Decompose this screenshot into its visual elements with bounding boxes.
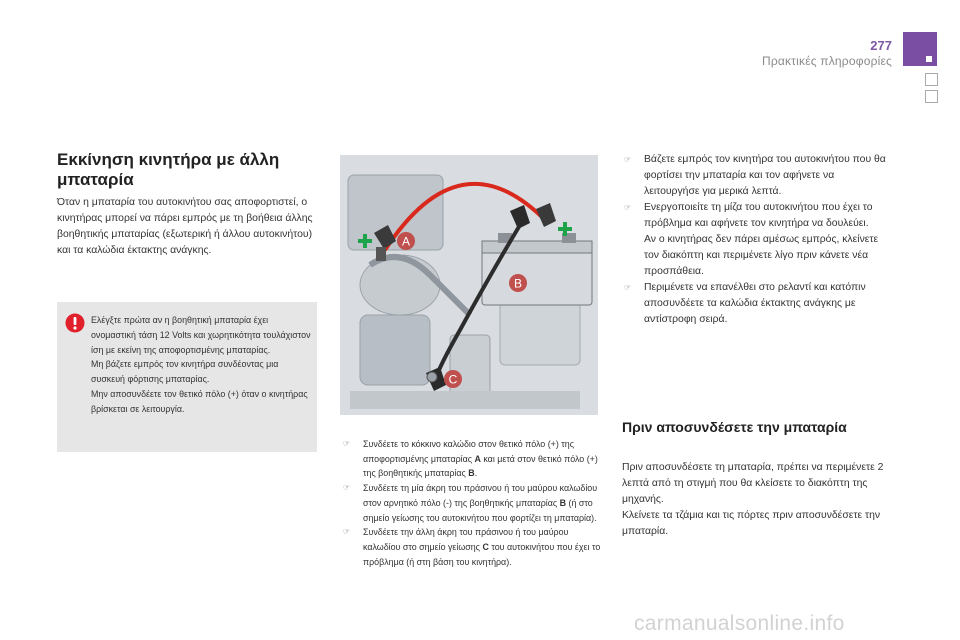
watermark: carmanualsonline.info bbox=[634, 612, 845, 635]
marker-b bbox=[509, 274, 527, 292]
connection-steps bbox=[341, 437, 603, 569]
warning-line: Ελέγξτε πρώτα αν η βοηθητική μπαταρία έχει ονομαστική τάση 12 Volts και χωρητικότητα τουλάχιστον ίση με εκείνη της αποφορτισμένης μπαταρίας. bbox=[91, 315, 311, 355]
marker-a bbox=[397, 232, 415, 250]
step-item: ☞ Ενεργοποιείτε τη μίζα του αυτοκινήτου που έχει το πρόβλημα και αφήνετε τον κινητήρα να δουλεύει. Αν ο κινητήρας δεν πάρει αμέσως εμπρός, κλείνετε τον διακόπτη και περιμένετε λίγο πριν κάνετε νέα προσπάθεια. bbox=[624, 202, 879, 277]
page-number: 277 bbox=[870, 38, 892, 53]
step-item: ☞ Συνδέετε το κόκκινο καλώδιο στον θετικό πόλο (+) της αποφορτισμένης μπαταρίας A και μετά στον θετικό πόλο (+) της βοηθητικής μπαταρίας B. bbox=[343, 439, 598, 479]
helper-battery-icon bbox=[482, 233, 592, 305]
subsection-text: Πριν αποσυνδέσετε τη μπαταρία, πρέπει να περιμένετε 2 λεπτά από τη στιγμή που θα κλείσετε το διακόπτη της μηχανής. Κλείνετε τα τζάμια και τις πόρτες πριν αποσυνδέσετε την μπαταρία. bbox=[622, 462, 884, 537]
jump-start-illustration bbox=[340, 155, 598, 415]
engine-bay-drawing bbox=[340, 155, 598, 415]
page-title: Εκκίνηση κινητήρα με άλλη μπαταρία bbox=[57, 150, 280, 189]
bullet-icon: ☞ bbox=[624, 155, 632, 164]
chapter-tab-empty[interactable] bbox=[925, 90, 938, 103]
step-item: ☞ Βάζετε εμπρός τον κινητήρα του αυτοκινήτου που θα φορτίσει την μπαταρία και τον αφήνετε να λειτουργήσε για μερικά λεπτά. bbox=[624, 154, 886, 197]
warning-icon bbox=[65, 313, 85, 333]
step-item: ☞ Περιμένετε να επανέλθει στο ρελαντί και κατόπιν αποσυνδέετε τα καλώδια έκτακτης ανάγκης με αντίστροφη σειρά. bbox=[624, 282, 866, 325]
warning-line: Μην αποσυνδέετε τον θετικό πόλο (+) όταν ο κινητήρας βρίσκεται σε λειτουργία. bbox=[91, 388, 308, 414]
marker-c bbox=[444, 370, 462, 388]
chapter-tab-marker-icon bbox=[926, 56, 932, 62]
bullet-icon: ☞ bbox=[343, 439, 351, 448]
marker-b-label: B bbox=[513, 276, 523, 291]
warning-text bbox=[91, 313, 313, 417]
subsection-title: Πριν αποσυνδέσετε την μπαταρία bbox=[622, 419, 847, 435]
step-item: ☞ Συνδέετε την άλλη άκρη του πράσινου ή του μαύρου καλωδίου στο σημείο γείωσης C του αυτοκινήτου που έχει το πρόβλημα (ή στη βάση του κινητήρα). bbox=[343, 527, 601, 567]
start-steps bbox=[622, 152, 890, 328]
intro-paragraph: Όταν η μπαταρία του αυτοκινήτου σας αποφορτιστεί, ο κινητήρας μπορεί να πάρει εμπρός με τη βοήθεια άλλης βοηθητικής μπαταρίας (εξωτερική ή άλλου αυτοκινήτου) και τα καλώδια έκτακτης ανάγκης. bbox=[57, 197, 313, 256]
step-item: ☞ Συνδέετε τη μία άκρη του πράσινου ή του μαύρου καλωδίου στον αρνητικό πόλο (-) της βοηθητικής μπαταρίας B (ή στο σημείο γείωσης του αυτοκινήτου που φορτίζει τη μπαταρία). bbox=[343, 483, 598, 523]
bullet-icon: ☞ bbox=[624, 203, 632, 212]
marker-a-label: A bbox=[401, 234, 411, 249]
bullet-icon: ☞ bbox=[343, 483, 351, 493]
bullet-icon: ☞ bbox=[343, 527, 351, 537]
marker-c-label: C bbox=[448, 372, 458, 387]
warning-line: Μη βάζετε εμπρός τον κινητήρα συνδέοντας μια συσκευή φόρτισης μπαταρίας. bbox=[91, 359, 279, 385]
bullet-icon: ☞ bbox=[624, 283, 632, 292]
chapter-tab-empty[interactable] bbox=[925, 73, 938, 86]
section-title: Πρακτικές πληροφορίες bbox=[761, 54, 892, 68]
